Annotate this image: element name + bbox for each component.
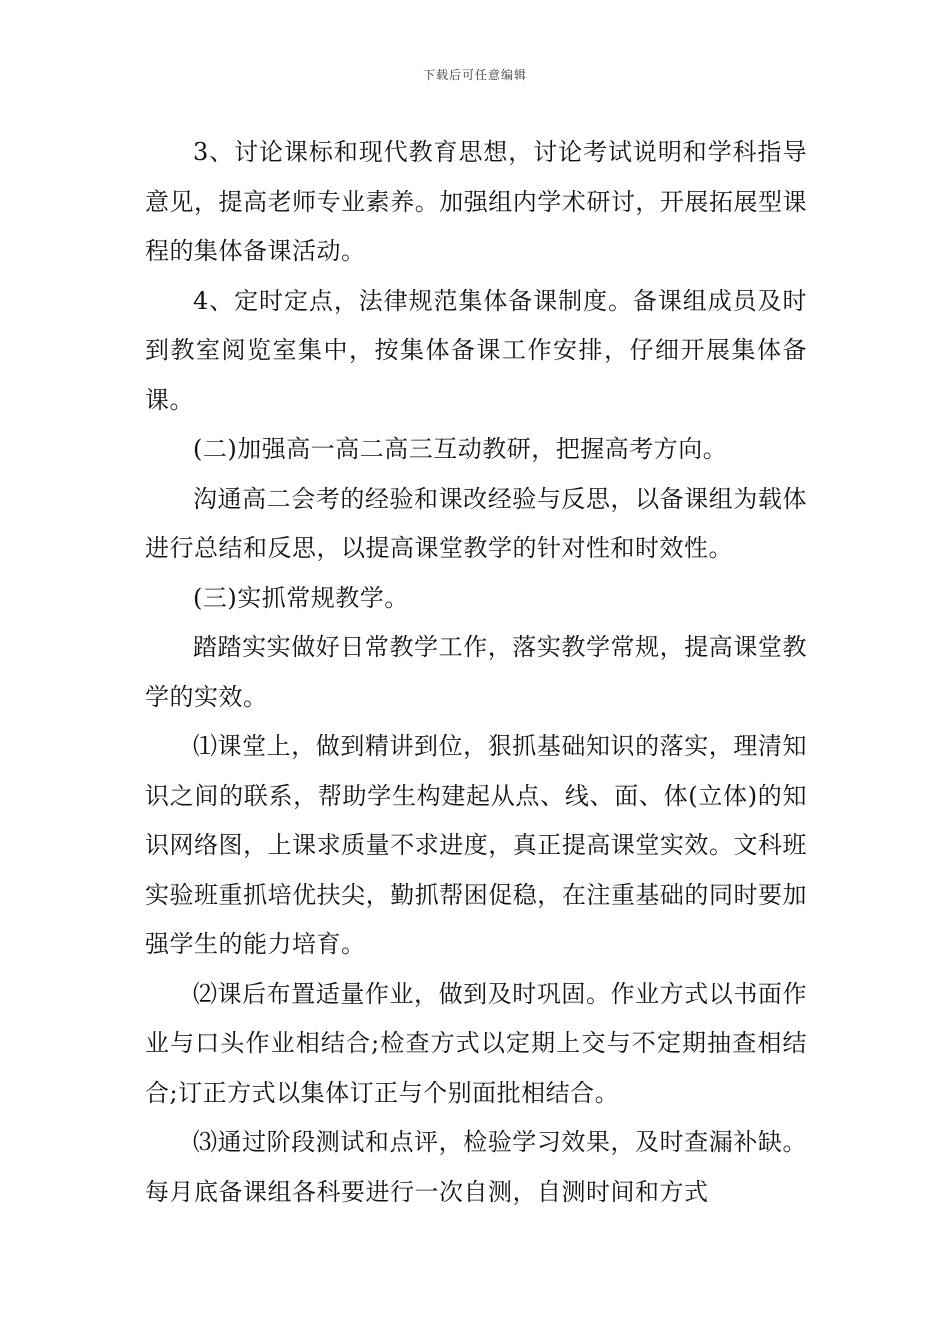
paragraph-7: ⑴课堂上，做到精讲到位，狠抓基础知识的落实，理清知识之间的联系，帮助学生构建起从点、线、面、体(立体)的知识网络图，上课求质量不求进度，真正提高课堂实效。文科班实验班重抓培优扶尖，勤抓帮困促稳，在注重基础的同时要加强学生的能力培育。 xyxy=(145,732,807,958)
paragraph-6: 踏踏实实做好日常教学工作，落实教学常规，提高课堂教学的实效。 xyxy=(145,633,807,711)
paragraph-8: ⑵课后布置适量作业，做到及时巩固。作业方式以书面作业与口头作业相结合;检查方式以定期上交与不定期抽查相结合;订正方式以集体订正与个别面批相结合。 xyxy=(145,979,807,1107)
paragraph-5: (三)实抓常规教学。 xyxy=(193,583,409,612)
paragraph-1: 3、讨论课标和现代教育思想，讨论考试说明和学科指导意见，提高老师专业素养。加强组内学术研讨，开展拓展型课程的集体备课活动。 xyxy=(145,138,807,265)
document-body xyxy=(145,128,807,1217)
paragraph-3: (二)加强高一高二高三互动教研，把握高考方向。 xyxy=(193,435,728,463)
paragraph-2: 4、定时定点，法律规范集体备课制度。备课组成员及时到教室阅览室集中，按集体备课工作安排，仔细开展集体备课。 xyxy=(145,286,807,414)
paragraph-9: ⑶通过阶段测试和点评，检验学习效果，及时查漏补缺。每月底备课组各科要进行一次自测，自测时间和方式 xyxy=(145,1128,807,1206)
paragraph-4: 沟通高二会考的经验和课改经验与反思，以备课组为载体进行总结和反思，以提高课堂教学的针对性和时效性。 xyxy=(145,484,807,562)
header-note: 下载后可任意编辑 xyxy=(422,68,527,82)
